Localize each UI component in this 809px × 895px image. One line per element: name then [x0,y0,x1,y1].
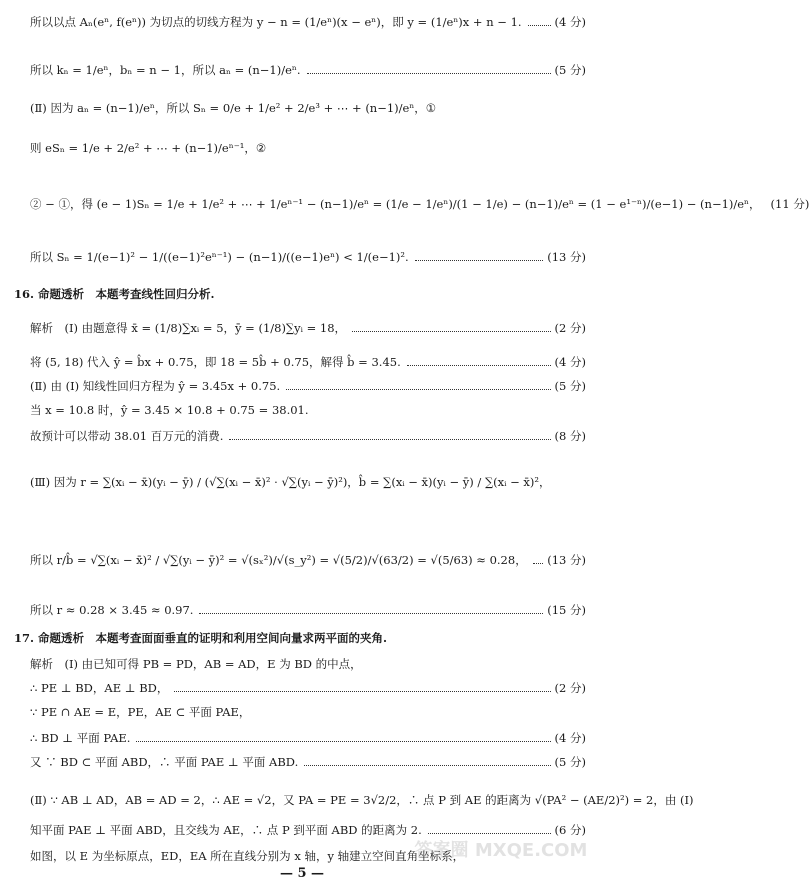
line-2-leader [307,73,551,74]
line-8-text: 解析 (Ⅰ) 由题意得 x̄ = (1/8)∑xᵢ = 5，ȳ = (1/8)∑yᵢ = 18， [30,321,347,335]
line-8-score: (2 分) [554,321,586,335]
line-17-text: 解析 (Ⅰ) 由已知可得 PB = PD，AB = AD，E 为 BD 的中点， [30,657,362,671]
line-2-text: 所以 kₙ = 1/eⁿ，bₙ = n − 1，所以 aₙ = (n−1)/eⁿ. [30,63,301,77]
line-13-text: (Ⅲ) 因为 r = ∑(xᵢ − x̄)(yᵢ − ȳ) / (√∑(xᵢ − x̄)² · √∑(yᵢ − ȳ)²)，b̂ = ∑(xᵢ − x̄)(yᵢ − ȳ) / ∑(xᵢ − x̄)²， [30,475,551,489]
line-13 [30,474,586,490]
line-19 [30,704,586,720]
line-6-text: 所以 Sₙ = 1/(e−1)² − 1/((e−1)²eⁿ⁻¹) − (n−1)/((e−1)eⁿ) < 1/(e−1)². [30,250,409,264]
line-8 [30,320,586,336]
line-12 [30,428,586,444]
line-2 [30,62,586,78]
line-15-leader [199,613,543,614]
line-12-score: (8 分) [554,429,586,443]
line-10-text: (Ⅱ) 由 (Ⅰ) 知线性回归方程为 ŷ = 3.45x + 0.75. [30,379,281,393]
line-7 [14,286,586,302]
line-1 [30,14,586,30]
line-19-text: ∵ PE ∩ AE = E，PE，AE ⊂ 平面 PAE， [30,705,251,719]
line-11-text: 当 x = 10.8 时，ŷ = 3.45 × 10.8 + 0.75 = 38.01. [30,403,309,417]
line-15-score: (15 分) [547,603,586,617]
line-18-leader [174,691,550,692]
line-9-score: (4 分) [554,355,586,369]
line-5 [30,196,809,212]
line-21-text: 又 ∵ BD ⊂ 平面 ABD，∴ 平面 PAE ⊥ 平面 ABD. [30,755,299,769]
line-2-score: (5 分) [554,63,586,77]
page-number: — 5 — [279,866,325,881]
line-14-score: (13 分) [547,553,586,567]
line-16 [14,630,586,646]
line-15-text: 所以 r ≈ 0.28 × 3.45 ≈ 0.97. [30,603,194,617]
line-21-leader [304,765,550,766]
line-4-text: 则 eSₙ = 1/e + 2/e² + ⋯ + (n−1)/eⁿ⁻¹，② [30,141,267,155]
line-14-leader [533,563,544,564]
watermark-text: 答案圈 MXQE.COM [414,840,588,861]
line-15 [30,602,586,618]
line-6-score: (13 分) [547,250,586,264]
line-8-leader [352,331,551,332]
line-21-score: (5 分) [554,755,586,769]
line-6 [30,249,586,265]
line-6-leader [415,260,544,261]
watermark-logo [416,808,586,888]
line-22 [30,792,694,808]
line-10 [30,378,586,394]
line-18 [30,680,586,696]
line-24-text: 如图，以 E 为坐标原点，ED，EA 所在直线分别为 x 轴，y 轴建立空间直角坐标系， [30,849,465,863]
line-9-text: 将 (5, 18) 代入 ŷ = b̂x + 0.75，即 18 = 5b̂ + 0.75，解得 b̂ = 3.45. [30,355,401,369]
line-23-text: 知平面 PAE ⊥ 平面 ABD，且交线为 AE，∴ 点 P 到平面 ABD 的距离为 2. [30,823,422,837]
line-1-text: 所以以点 Aₙ(eⁿ, f(eⁿ)) 为切点的切线方程为 y − n = (1/eⁿ)(x − eⁿ)，即 y = (1/eⁿ)x + n − 1. [30,15,522,29]
line-16-text: 17. 命题透析 本题考查面面垂直的证明和利用空间向量求两平面的夹角. [14,631,388,645]
line-12-leader [229,439,550,440]
line-22-text: (Ⅱ) ∵ AB ⊥ AD，AB = AD = 2，∴ AE = √2，又 PA = PE = 3√2/2，∴ 点 P 到 AE 的距离为 √(PA² − (AE/2)²) = 2，由 (Ⅰ) [30,793,694,807]
line-11 [30,402,586,418]
line-9-leader [407,365,551,366]
line-1-leader [528,25,551,26]
line-10-leader [286,389,550,390]
line-3 [30,100,586,116]
line-10-score: (5 分) [554,379,586,393]
line-1-score: (4 分) [554,15,586,29]
line-20-leader [136,741,550,742]
line-23-score: (6 分) [554,823,586,837]
line-7-text: 16. 命题透析 本题考查线性回归分析. [14,287,215,301]
line-5-score: (11 分) [770,197,809,211]
line-18-text: ∴ PE ⊥ BD，AE ⊥ BD， [30,681,169,695]
line-14-text: 所以 r/b̂ = √∑(xᵢ − x̄)² / √∑(yᵢ − ȳ)² = √(sₓ²)/√(s_y²) = √(5/2)/√(63/2) = √(5/63) ≈ 0.28， [30,553,527,567]
line-14 [30,552,586,568]
line-20-text: ∴ BD ⊥ 平面 PAE. [30,731,131,745]
line-17 [30,656,586,672]
line-4 [30,140,586,156]
line-20 [30,730,586,746]
line-9 [30,354,586,370]
line-3-text: (Ⅱ) 因为 aₙ = (n−1)/eⁿ，所以 Sₙ = 0/e + 1/e² + 2/e³ + ⋯ + (n−1)/eⁿ，① [30,101,437,115]
line-5-text: ② − ①，得 (e − 1)Sₙ = 1/e + 1/e² + ⋯ + 1/eⁿ⁻¹ − (n−1)/eⁿ = (1/e − 1/eⁿ)/(1 − 1/e) − (n−1)/eⁿ = (1 − e¹⁻ⁿ)/(e−1) − (n−1)/eⁿ， [30,197,761,211]
line-18-score: (2 分) [554,681,586,695]
line-12-text: 故预计可以带动 38.01 百万元的消费. [30,429,224,443]
line-20-score: (4 分) [554,731,586,745]
line-21 [30,754,586,770]
